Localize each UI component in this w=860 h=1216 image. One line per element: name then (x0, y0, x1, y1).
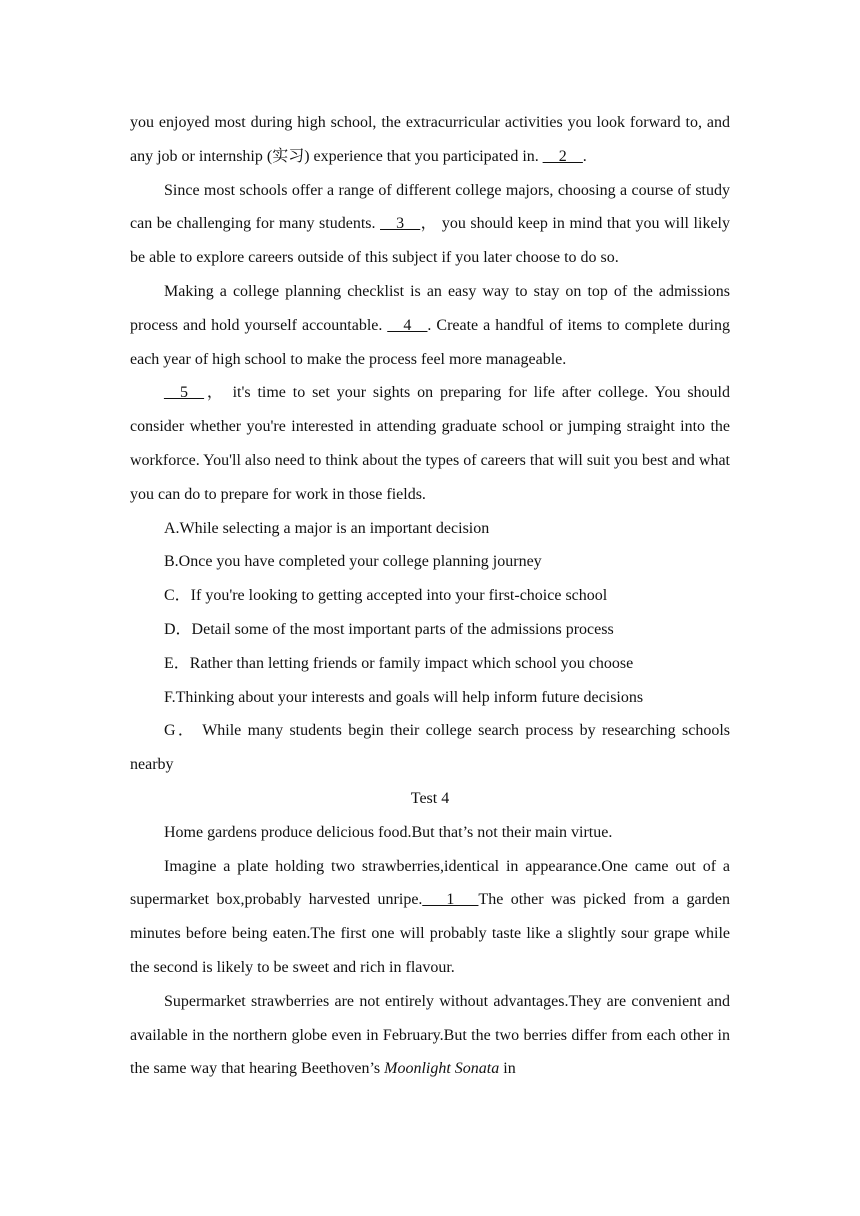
option-d: D．Detail some of the most important parts of the admissions process (164, 620, 614, 638)
paragraph-3 (130, 275, 730, 376)
paragraph-4-text-b: ， it's time to set your sights on preparing for life after college. You should consider whether you're interested in attending graduate school or jumping straight into the workforce. You'll also need to think about the types of careers that will suit you best and what you can do to prepare for work in those fields. (130, 384, 730, 503)
blank-4: __4__ (387, 316, 428, 334)
test4-paragraph-3-text-b: in (499, 1060, 516, 1078)
option-g: G． While many students begin their college search process by researching schools nearby (130, 722, 730, 774)
paragraph-1-text-a: you enjoyed most during high school, the extracurricular activities you look forward to, and any job or internship (实习) experience that you participated in. (130, 114, 730, 165)
test4-paragraph-3-italic: Moonlight Sonata (384, 1060, 500, 1078)
blank-5: __5__ (164, 384, 204, 402)
paragraph-3-text-a: Making a college planning checklist is an easy way to stay on top of the admissions process and hold yourself accountable. (130, 282, 730, 334)
blank-3: __3__ (380, 215, 421, 233)
option-f: F.Thinking about your interests and goals will help inform future decisions (164, 688, 644, 706)
test4-paragraph-3-text-a: Supermarket strawberries are not entirely without advantages.They are convenient and available in the northern globe even in February.But the two berries differ from each other in the same way that hearing Beethoven’s (130, 992, 730, 1078)
paragraph-4 (130, 376, 730, 511)
document-page (130, 106, 730, 1086)
paragraph-1-text-b: . (582, 147, 587, 165)
section-title: Test 4 (410, 789, 450, 807)
paragraph-2 (130, 174, 730, 275)
paragraph-2-text-a: Since most schools offer a range of different college majors, choosing a course of study can be challenging for many students. (130, 181, 730, 233)
test4-paragraph-2-text-b: The other was picked from a garden minutes before being eaten.The first one will probably taste like a slightly sour grape while the second is likely to be sweet and rich in flavour. (130, 891, 731, 976)
option-a: A.While selecting a major is an important decision (164, 519, 490, 537)
test4-paragraph-3 (130, 985, 730, 1086)
test4-paragraph-2 (130, 850, 730, 985)
option-b: B.Once you have completed your college planning journey (164, 553, 542, 571)
option-e: E．Rather than letting friends or family impact which school you choose (164, 654, 634, 672)
test4-blank-1: ___1___ (422, 891, 479, 909)
blank-2: __2__ (542, 147, 583, 165)
test4-paragraph-1: Home gardens produce delicious food.But that’s not their main virtue. (164, 823, 613, 841)
test4-paragraph-2-text-a: Imagine a plate holding two strawberries,identical in appearance.One came out of a supermarket box,probably harvested unripe. (130, 857, 730, 909)
paragraph-2-text-b: ， you should keep in mind that you will likely be able to explore careers outside of this subject if you later choose to do so. (130, 215, 730, 267)
option-c: C．If you're looking to getting accepted into your first-choice school (164, 587, 608, 605)
paragraph-3-text-b: . Create a handful of items to complete during each year of high school to make the process feel more manageable. (130, 316, 731, 368)
paragraph-1 (130, 106, 730, 174)
